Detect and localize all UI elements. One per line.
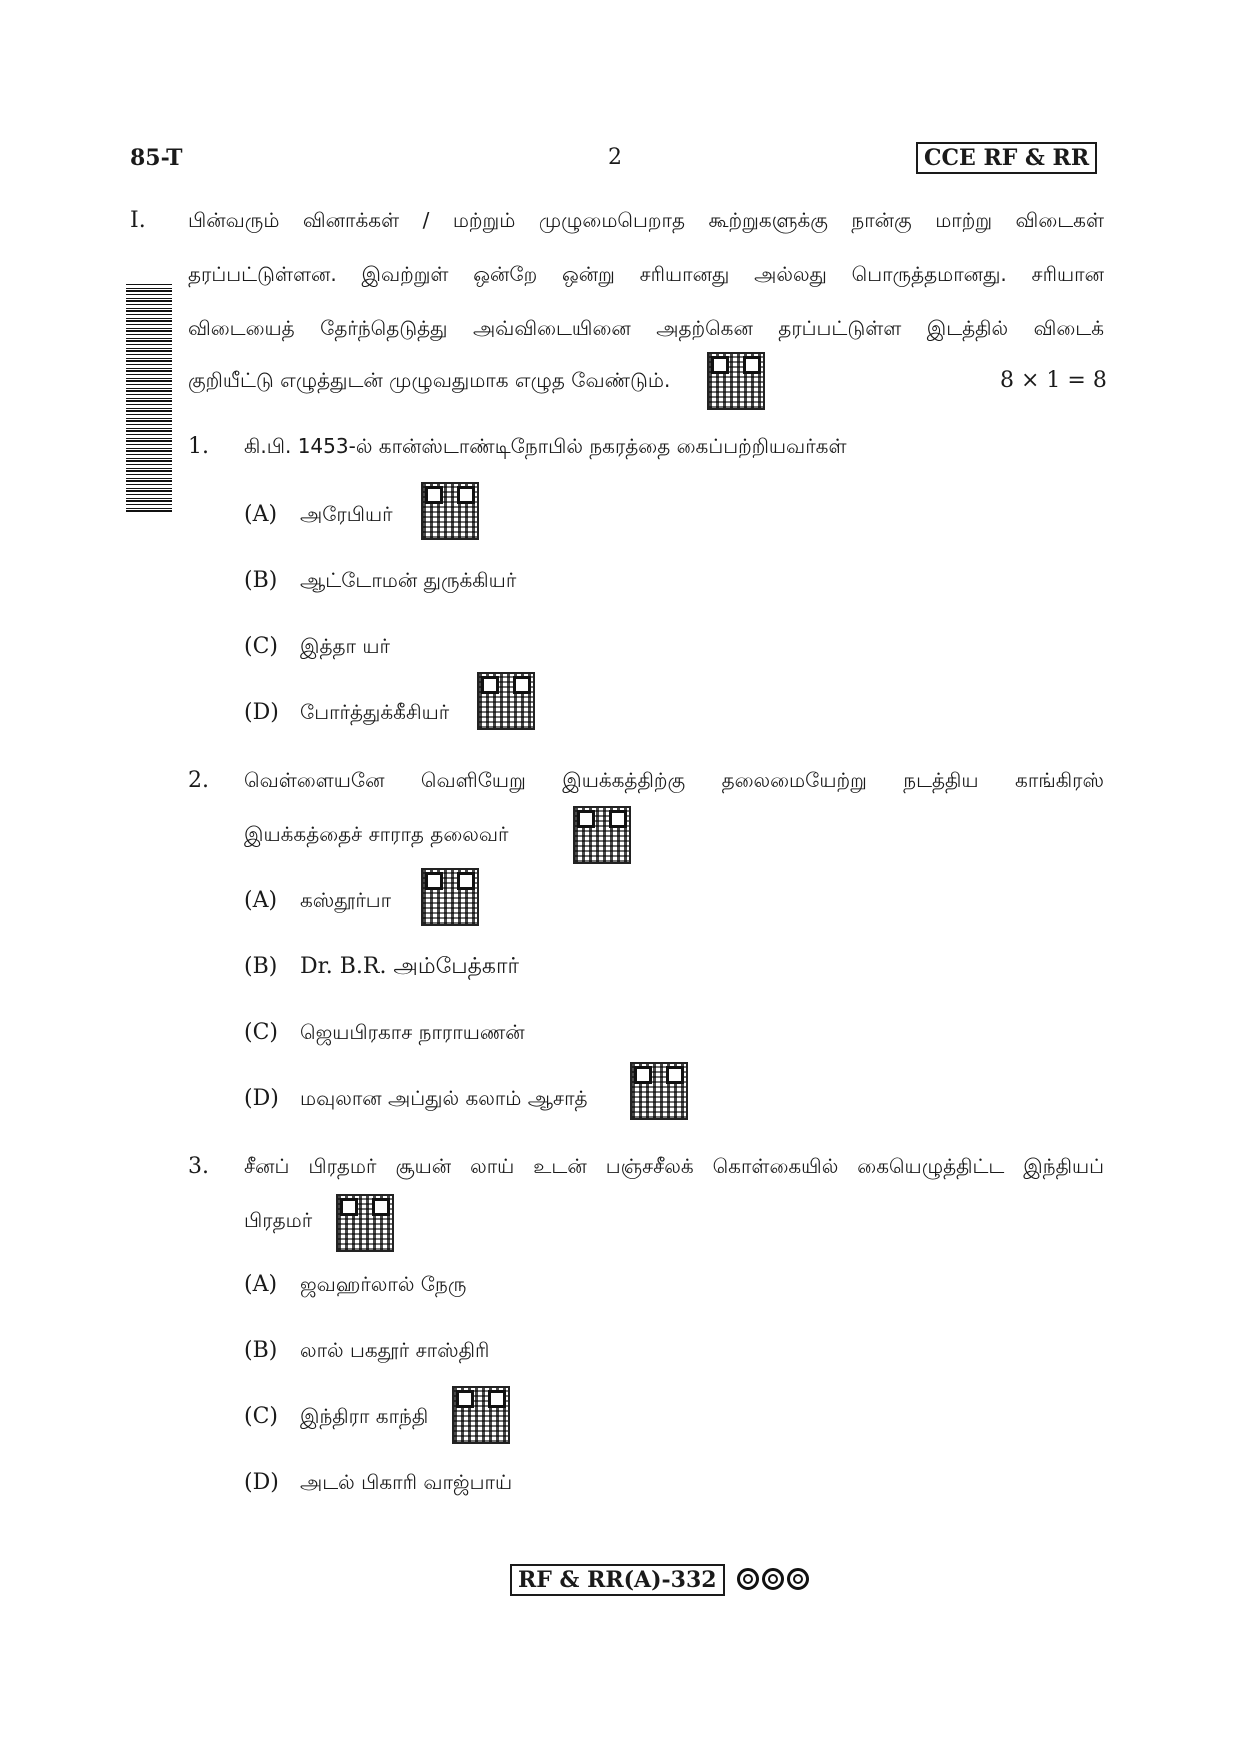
option-text: மவுலான அப்துல் கலாம் ஆசாத் bbox=[300, 1086, 588, 1110]
question-text: வெள்ளையனே வெளியேறு இயக்கத்திற்கு தலைமையேற்று நடத்திய காங்கிரஸ் bbox=[244, 768, 1104, 792]
instruction-line-3: விடையைத் தேர்ந்தெடுத்து அவ்விடையினை அதற்கென தரப்பட்டுள்ள இடத்தில் விடைக் bbox=[188, 316, 1104, 340]
question-number: 3. bbox=[188, 1154, 209, 1179]
option-text: Dr. B.R. அம்பேத்கார் bbox=[300, 954, 519, 979]
option-letter: (C) bbox=[244, 1404, 278, 1429]
circle-icon bbox=[737, 1568, 759, 1590]
section-roman-numeral: I. bbox=[130, 208, 146, 233]
qr-code-icon bbox=[336, 1194, 394, 1252]
circle-icon bbox=[762, 1568, 784, 1590]
option-letter: (D) bbox=[244, 700, 279, 725]
question-text: கி.பி. 1453-ல் கான்ஸ்டாண்டிநோபில் நகரத்தை கைப்பற்றியவர்கள் bbox=[244, 434, 847, 458]
option-text: ஜெயபிரகாச நாராயணன் bbox=[300, 1020, 525, 1044]
option-letter: (C) bbox=[244, 1020, 278, 1045]
option-text: ஆட்டோமன் துருக்கியர் bbox=[300, 568, 517, 592]
qr-code-icon bbox=[477, 672, 535, 730]
option-letter: (B) bbox=[244, 1338, 278, 1363]
option-letter: (D) bbox=[244, 1086, 279, 1111]
paper-code: 85-T bbox=[130, 145, 183, 171]
exam-code-box: CCE RF & RR bbox=[916, 142, 1097, 174]
question-text-cont: இயக்கத்தைச் சாராத தலைவர் bbox=[244, 822, 509, 846]
question-number: 2. bbox=[188, 768, 209, 793]
barcode-image bbox=[126, 282, 172, 512]
option-letter: (D) bbox=[244, 1470, 279, 1495]
option-text: கஸ்தூர்பா bbox=[300, 888, 392, 912]
option-text: இந்திரா காந்தி bbox=[300, 1404, 429, 1428]
qr-code-icon bbox=[630, 1062, 688, 1120]
circle-icon bbox=[787, 1568, 809, 1590]
qr-code-icon bbox=[707, 352, 765, 410]
option-text: அரேபியர் bbox=[300, 502, 393, 526]
option-letter: (B) bbox=[244, 568, 278, 593]
option-letter: (A) bbox=[244, 888, 278, 913]
option-text: ஜவஹர்லால் நேரு bbox=[300, 1272, 467, 1296]
option-text: இத்தா யர் bbox=[300, 634, 390, 658]
question-text: சீனப் பிரதமர் சூயன் லாய் உடன் பஞ்சசீலக் கொள்கையில் கையெழுத்திட்ட இந்தியப் bbox=[244, 1154, 1104, 1178]
question-text-cont: பிரதமர் bbox=[244, 1208, 313, 1232]
option-letter: (B) bbox=[244, 954, 278, 979]
qr-code-icon bbox=[421, 482, 479, 540]
instruction-line-2: தரப்பட்டுள்ளன. இவற்றுள் ஒன்றே ஒன்று சரியானது அல்லது பொருத்தமானது. சரியான bbox=[188, 262, 1104, 286]
option-text: அடல் பிகாரி வாஜ்பாய் bbox=[300, 1470, 513, 1494]
option-letter: (A) bbox=[244, 1272, 278, 1297]
qr-code-icon bbox=[421, 868, 479, 926]
option-text: லால் பகதூர் சாஸ்திரி bbox=[300, 1338, 490, 1362]
qr-code-icon bbox=[573, 806, 631, 864]
option-text: போர்த்துக்கீசியர் bbox=[300, 700, 450, 724]
option-letter: (C) bbox=[244, 634, 278, 659]
page-number: 2 bbox=[608, 145, 622, 170]
footer-code-box: RF & RR(A)-332 bbox=[510, 1564, 725, 1596]
question-number: 1. bbox=[188, 434, 209, 459]
qr-code-icon bbox=[452, 1386, 510, 1444]
marks-allotted: 8 × 1 = 8 bbox=[1000, 368, 1107, 393]
footer-circles-mark bbox=[737, 1568, 812, 1594]
instruction-line-1: பின்வரும் வினாக்கள் / மற்றும் முழுமைபெறாத கூற்றுகளுக்கு நான்கு மாற்று விடைகள் bbox=[188, 208, 1104, 232]
option-letter: (A) bbox=[244, 502, 278, 527]
instruction-line-4: குறியீட்டு எழுத்துடன் முழுவதுமாக எழுத வேண்டும். bbox=[188, 368, 671, 392]
